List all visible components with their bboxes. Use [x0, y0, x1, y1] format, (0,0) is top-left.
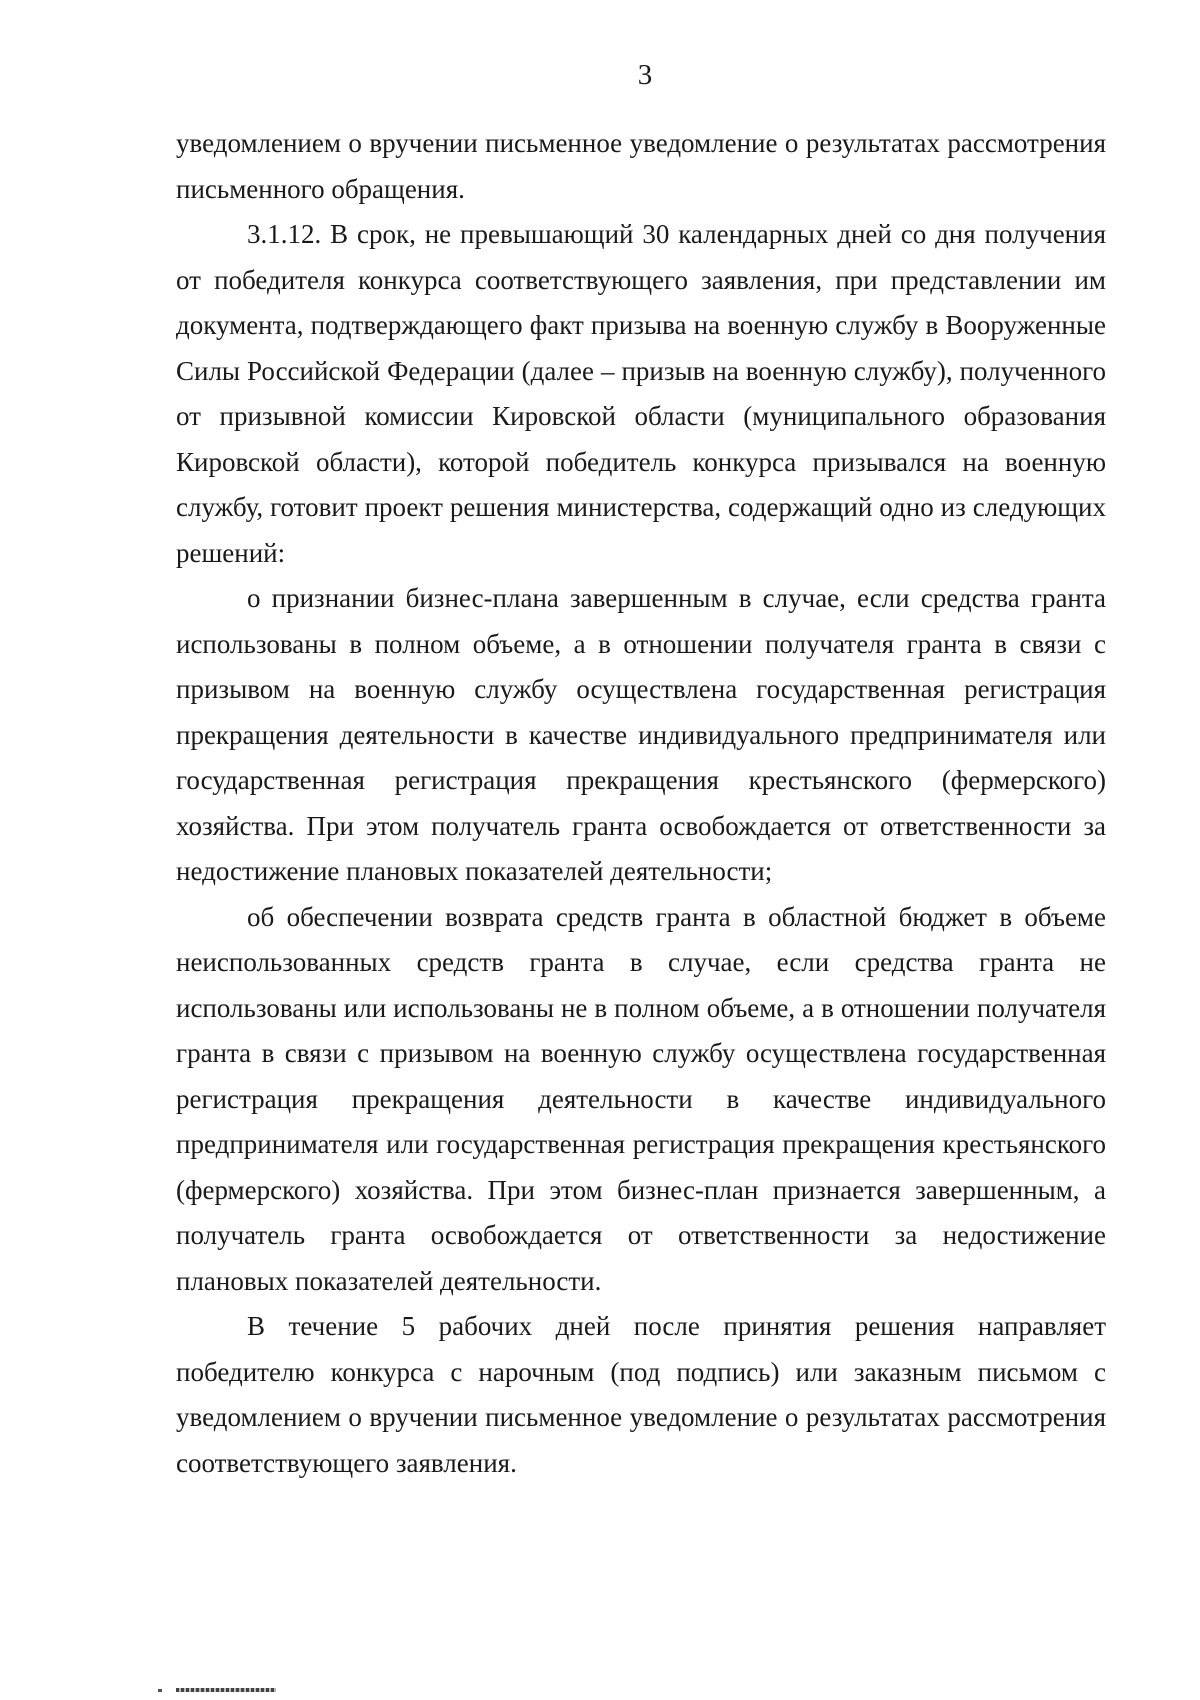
page-number: 3: [637, 59, 653, 91]
footer-scan-mark: [158, 1688, 276, 1692]
footer-dot: [158, 1689, 162, 1692]
paragraph-decision-refund: об обеспечении возврата средств гранта в областной бюджет в объеме неиспользованных средств гранта в случае, если средства гранта не использованы или использованы не в полном объеме, а в отношении получателя гранта в связи с призывом на военную службу осуществлена государственная регистрация прекращения деятельности в качестве индивидуального предпринимателя или государственная регистрация прекращения крестьянского (фермерского) хозяйства. При этом бизнес-план признается завершенным, а получатель гранта освобождается от ответственности за недостижение плановых показателей деятельности.: [176, 901, 1106, 1296]
paragraph-notification: В течение 5 рабочих дней после принятия решения направляет победителю конкурса с нарочным (под подпись) или заказным письмом с уведомлением о вручении письменное уведомление о результатах рассмотрения соответствующего заявления.: [176, 1311, 1106, 1478]
paragraph-clause-3-1-12: 3.1.12. В срок, не превышающий 30 календарных дней со дня получения от победителя конкурса соответствующего заявления, при представлении им документа, подтверждающего факт призыва на военную службу в Вооруженные Силы Российской Федерации (далее – призыв на военную службу), полученного от призывной комиссии Кировской области (муниципального образования Кировской области), которой победитель конкурса призывался на военную службу, готовит проект решения министерства, содержащий одно из следующих решений:: [176, 219, 1106, 568]
paragraph-decision-completed: о признании бизнес-плана завершенным в случае, если средства гранта использованы в полном объеме, а в отношении получателя гранта в связи с призывом на военную службу осуществлена государственная регистрация прекращения деятельности в качестве индивидуального предпринимателя или государственная регистрация прекращения крестьянского (фермерского) хозяйства. При этом получатель гранта освобождается от ответственности за недостижение плановых показателей деятельности;: [176, 583, 1106, 886]
footer-bar: [176, 1688, 276, 1692]
paragraph-continuation: уведомлением о вручении письменное уведомление о результатах рассмотрения письменного обращения.: [176, 128, 1106, 204]
document-body: [176, 121, 1106, 1486]
